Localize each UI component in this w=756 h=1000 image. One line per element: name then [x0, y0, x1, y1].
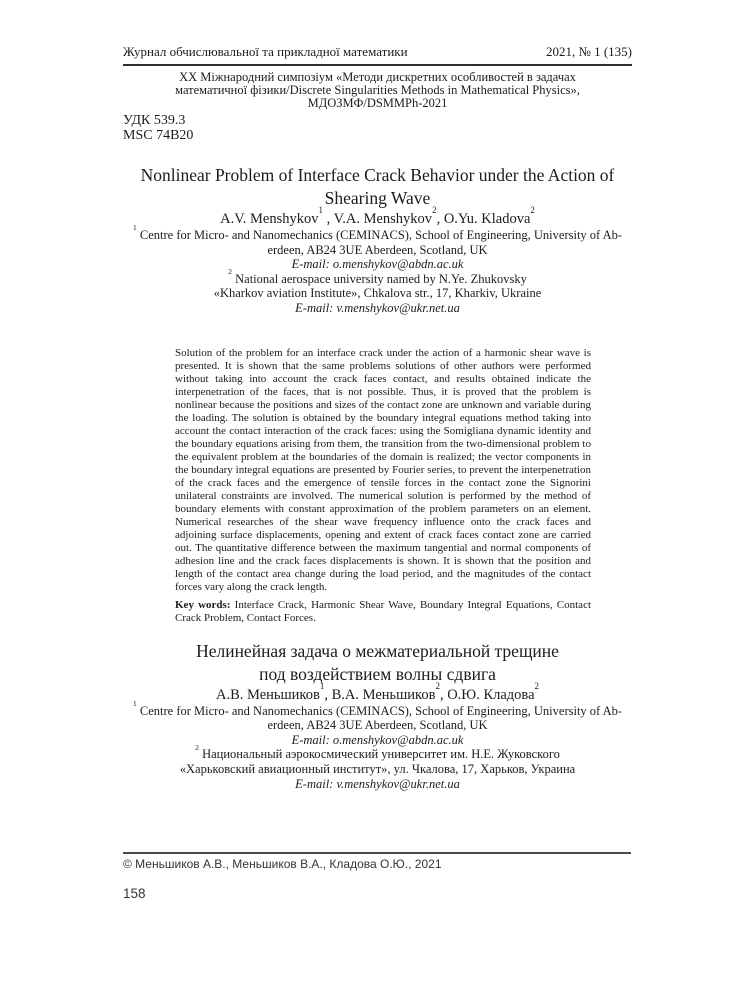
affiliation-2-en-line2: «Kharkov aviation Institute», Chkalova str., 17, Kharkiv, Ukraine: [213, 286, 542, 301]
affiliation-2-en: [123, 267, 632, 301]
copyright-notice: © Меньшиков А.В., Меньшиков В.А., Кладова О.Ю., 2021: [123, 857, 442, 871]
author-affiliation-marker: 2: [432, 205, 437, 216]
affiliation-1-ru-line1: Centre for Micro- and Nanomechanics (CEMINACS), School of Engineering, University of Ab-: [139, 703, 623, 718]
author-separator: ,: [324, 686, 332, 703]
author-affiliation-marker: 2: [534, 680, 540, 691]
author-affiliation-marker: 2: [435, 680, 440, 691]
symposium-line-2: математичної фізики/Discrete Singularities Methods in Mathematical Physics»,: [175, 83, 580, 97]
author-name: O.Yu. Kladova: [443, 211, 531, 227]
affiliation-1-ru-line2: erdeen, AB24 3UE Aberdeen, Scotland, UK: [267, 718, 488, 733]
symposium-line-1: ХХ Міжнародний симпозіум «Методи дискретних особливостей в задачах: [179, 70, 576, 84]
affiliation-marker: 2: [195, 742, 199, 752]
journal-title: Журнал обчислювальної та прикладної математики: [123, 44, 408, 59]
affiliation-1-ru: [123, 698, 632, 733]
affiliation-2-en-line1: National aerospace university named by N.Ye. Zhukovsky: [235, 271, 527, 286]
email-1-en: E-mail: o.menshykov@abdn.ac.uk: [291, 257, 464, 272]
affiliation-2-ru-line2: «Харьковский авиационный институт», ул. Чкалова, 17, Харьков, Украина: [179, 761, 576, 776]
author-name: А.В. Меньшиков: [215, 686, 320, 703]
keywords-label: Key words:: [175, 598, 231, 611]
article-title-ru-line2: под воздействием волны сдвига: [259, 663, 496, 684]
article-title-en-line2: Shearing Wave: [324, 188, 431, 208]
issue-number: 2021, № 1 (135): [545, 44, 632, 59]
authors-ru: [123, 680, 632, 704]
article-title-en-line1: Nonlinear Problem of Interface Crack Behavior under the Action of: [140, 165, 615, 185]
page-number: 158: [123, 886, 146, 901]
abstract-text: Solution of the problem for an interface crack under the action of a harmonic shear wave is presented. It is shown that the same problems solutions of other authors were performed without taking into account the crack faces contact, and results obtained indicate the interpenetration of the faces, that is not possible. Thus, it is proved that the problem is nonlinear because the positions and sizes of the contact zone are unknown and variable during the loading. The solution is obtained by the boundary integral equations method taking into account the contact interaction of the crack faces: using the Somigliana dynamic identity and the boundary equations arising from them, the transition from the two-dimensional problem to the equivalent problem at the boundaries of the domain is realized; the vector components in the boundary integral equations are presented by Fourier series, to prevent the interpenetration of the crack faces and the emergence of tensile forces in the contact zone the Signorini unilateral constraints are involved. The numerical solution is performed by the method of boundary elements with constant approximation of the problem parameters on an element. Numerical researches of the shear wave frequency influence onto the crack faces and adjoining surface displacements, opening and extent of crack faces contact zone are carried out. The quantitative difference between the maximum tangential and normal components of adhesion line and the crack faces displacements is shown. It is shown that the position and length of the contact area change during the load period, and the magnitudes of the contact forces vary along the crack length.: [175, 346, 591, 593]
affiliation-marker: 1: [132, 223, 137, 233]
author-affiliation-marker: 2: [530, 205, 535, 216]
udc-code: УДК 539.3: [123, 113, 186, 128]
keywords-block: [175, 599, 591, 625]
email-2-ru: E-mail: v.menshykov@ukr.net.ua: [295, 776, 460, 791]
keywords-text: Interface Crack, Harmonic Shear Wave, Boundary Integral Equations, Contact Crack Problem, Contact Forces.: [175, 598, 592, 624]
affiliation-1-en: [123, 223, 632, 257]
article-title-ru: [123, 640, 632, 686]
classification-block: [123, 113, 632, 143]
email-1-ru: E-mail: o.menshykov@abdn.ac.uk: [291, 732, 464, 747]
affiliation-1-en-line1: Centre for Micro- and Nanomechanics (CEMINACS), School of Engineering, University of Ab-: [139, 228, 623, 242]
affiliation-marker: 2: [228, 267, 232, 277]
running-head: [123, 44, 632, 66]
author-separator: ,: [436, 211, 444, 227]
author-separator: ,: [439, 686, 448, 703]
footer-divider: [123, 852, 631, 854]
symposium-line-3: МДОЗМФ/DSMMPh-2021: [307, 96, 448, 110]
article-title-en: [123, 164, 632, 210]
affiliation-2-ru: [123, 742, 632, 776]
author-name: В.А. Меньшиков: [331, 686, 436, 703]
author-name: A.V. Menshykov: [220, 211, 319, 227]
affiliation-marker: 1: [132, 698, 137, 708]
symposium-block: [123, 71, 632, 110]
affiliation-2-ru-line1: Национальный аэрокосмический университет им. Н.Е. Жуковского: [202, 747, 560, 762]
page-content: [123, 0, 632, 791]
authors-en: [123, 205, 632, 228]
affiliation-1-en-line2: erdeen, AB24 3UE Aberdeen, Scotland, UK: [267, 242, 488, 257]
author-separator: ,: [323, 211, 334, 227]
author-name: V.A. Menshykov: [333, 211, 433, 227]
author-affiliation-marker: 1: [318, 205, 324, 216]
email-2-en: E-mail: v.menshykov@ukr.net.ua: [295, 300, 460, 315]
author-affiliation-marker: 1: [319, 680, 325, 691]
article-title-ru-line1: Нелинейная задача о межматериальной трещине: [196, 640, 559, 661]
author-name: О.Ю. Кладова: [447, 686, 535, 703]
msc-code: MSC 74B20: [123, 128, 194, 143]
